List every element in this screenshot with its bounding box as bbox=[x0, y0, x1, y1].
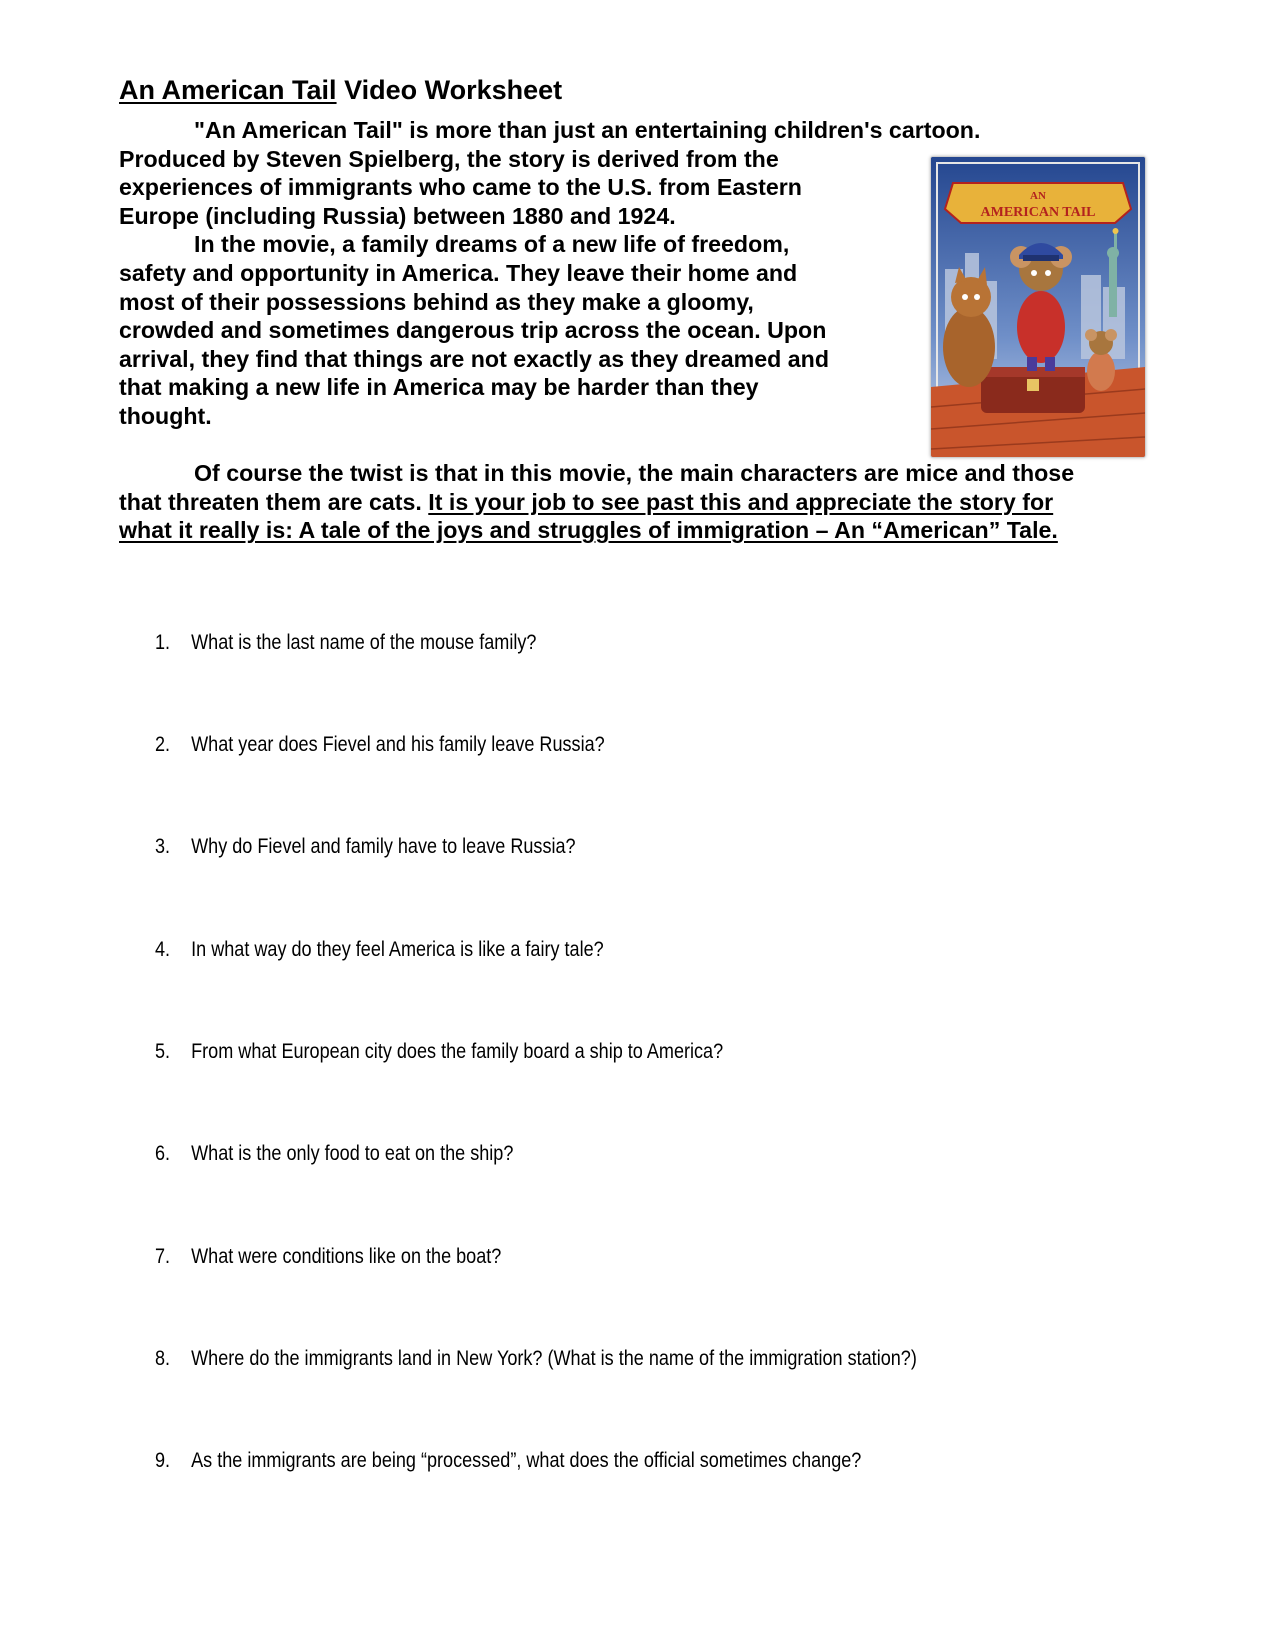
intro-line: Produced by Steven Spielberg, the story is derived from the bbox=[119, 145, 779, 172]
title-movie-name: An American Tail bbox=[119, 75, 337, 105]
cover-logo-line1: AN bbox=[1030, 190, 1046, 202]
title-suffix: Video Worksheet bbox=[336, 75, 563, 105]
question-item bbox=[155, 834, 576, 860]
intro-line: experiences of immigrants who came to the U.S. from Eastern bbox=[119, 174, 802, 201]
question-text: From what European city does the family board a ship to America? bbox=[191, 1040, 724, 1063]
question-item bbox=[155, 630, 536, 656]
intro-line-underlined: It is your job to see past this and appreciate the story for bbox=[428, 488, 1054, 515]
intro-line: thought. bbox=[119, 402, 212, 429]
question-item bbox=[155, 937, 604, 963]
intro-line: In the movie, a family dreams of a new life of freedom, bbox=[194, 231, 790, 258]
intro-line-underlined: what it really is: A tale of the joys and struggles of immigration – An “American” Tale. bbox=[119, 517, 1058, 544]
question-number: 2. bbox=[155, 733, 171, 756]
question-number: 5. bbox=[155, 1040, 171, 1063]
intro-line: Europe (including Russia) between 1880 and 1924. bbox=[119, 202, 676, 229]
question-item bbox=[155, 1039, 723, 1065]
cover-logo-line2: AMERICAN TAIL bbox=[980, 205, 1096, 220]
intro-line: arrival, they find that things are not exactly as they dreamed and bbox=[119, 345, 830, 372]
question-text: In what way do they feel America is like a fairy tale? bbox=[191, 938, 604, 961]
question-item bbox=[155, 1141, 513, 1167]
intro-line: Of course the twist is that in this movie, the main characters are mice and those bbox=[194, 460, 1075, 486]
intro-line: most of their possessions behind as they make a gloomy, bbox=[119, 288, 754, 315]
question-text: Why do Fievel and family have to leave Russia? bbox=[191, 835, 576, 858]
question-text: What is the last name of the mouse family? bbox=[191, 631, 537, 654]
question-number: 6. bbox=[155, 1142, 171, 1165]
question-number: 7. bbox=[155, 1245, 171, 1268]
question-text: What is the only food to eat on the ship? bbox=[191, 1142, 514, 1165]
intro-line-plain: that threaten them are cats. bbox=[119, 488, 429, 515]
question-number: 9. bbox=[155, 1449, 171, 1472]
question-item bbox=[155, 1244, 501, 1270]
question-text: As the immigrants are being “processed”, what does the official sometimes change? bbox=[191, 1449, 862, 1472]
question-number: 3. bbox=[155, 835, 171, 858]
intro-line: crowded and sometimes dangerous trip across the ocean. Upon bbox=[119, 317, 827, 344]
question-number: 4. bbox=[155, 938, 171, 961]
question-text: What were conditions like on the boat? bbox=[191, 1245, 502, 1268]
intro-line: "An American Tail" is more than just an entertaining children's cartoon. bbox=[194, 117, 981, 143]
intro-line: that making a new life in America may be harder than they bbox=[119, 374, 759, 401]
question-number: 1. bbox=[155, 631, 171, 654]
question-text: What year does Fievel and his family leave Russia? bbox=[191, 733, 605, 756]
question-item bbox=[155, 1448, 861, 1474]
question-item bbox=[155, 1346, 917, 1372]
intro-line: safety and opportunity in America. They leave their home and bbox=[119, 259, 798, 286]
question-text: Where do the immigrants land in New York? (What is the name of the immigration station?) bbox=[191, 1347, 917, 1370]
question-number: 8. bbox=[155, 1347, 171, 1370]
question-item bbox=[155, 732, 605, 758]
